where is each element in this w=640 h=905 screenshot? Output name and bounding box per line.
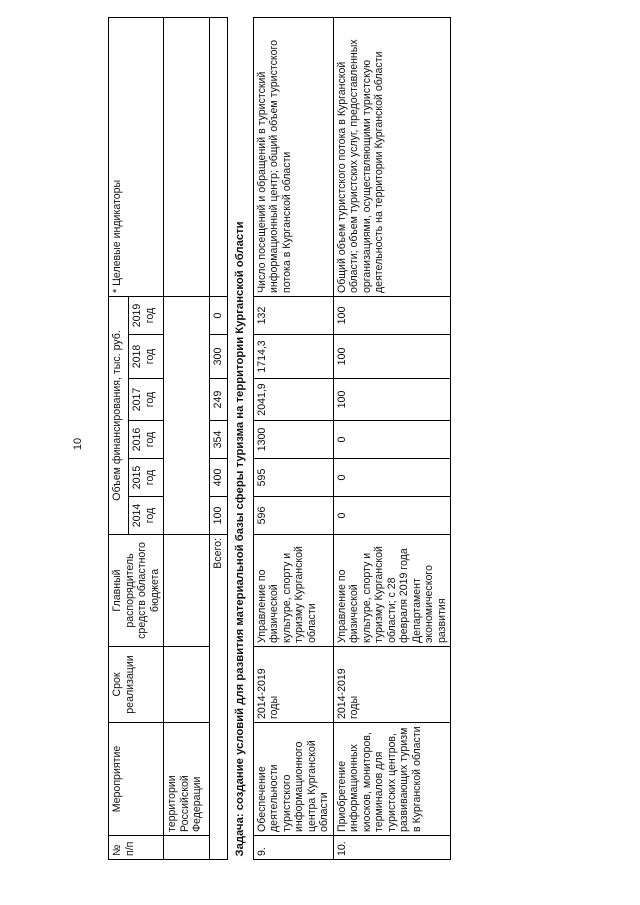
task-heading: Задача: создание условий для развития материальной базы сферы туризма на территории Курганской области — [227, 18, 253, 860]
prev-event: территории Российской Федерации — [164, 723, 210, 836]
row-manager: Управление по физической культуре, спорту и туризму Курганской области — [253, 535, 333, 647]
page-number: 10 — [72, 437, 84, 451]
table-row — [333, 18, 451, 860]
row-term: 2014-2019 годы — [333, 647, 451, 723]
row-value-2014: 596 — [253, 497, 333, 535]
row-value-2016: 1300 — [253, 421, 333, 459]
row-term: 2014-2019 годы — [253, 647, 333, 723]
prev-num — [164, 836, 210, 860]
row-value-2014: 0 — [333, 497, 451, 535]
row-value-2016: 0 — [333, 421, 451, 459]
row-value-2015: 595 — [253, 459, 333, 497]
year-2015: 2015 год — [129, 459, 164, 497]
indicators-header: * Целевые индикаторы — [109, 18, 164, 297]
table-row — [253, 18, 333, 860]
row-indicators: Общий объем туристского потока в Курганской области; объем туристских услуг, предоставленных организациями, осуществляющими туристскую деятельность на территории Курганской области — [333, 18, 451, 297]
row-value-2019: 132 — [253, 297, 333, 335]
num-header: № п/п — [109, 836, 164, 860]
row-value-2017: 2041,9 — [253, 379, 333, 421]
year-2016: 2016 год — [129, 421, 164, 459]
total-2014: 100 — [210, 497, 228, 535]
event-header: Мероприятие — [109, 723, 164, 836]
total-2019: 0 — [210, 297, 228, 335]
term-header: Срок реализации — [109, 647, 164, 723]
row-num: 10. — [333, 836, 451, 860]
task-row — [227, 18, 253, 860]
total-2016: 354 — [210, 421, 228, 459]
row-value-2017: 100 — [333, 379, 451, 421]
row-manager: Управление по физической культуре, спорту и туризму Курганской области; с 28 февраля 2019 года Департамент экономического развития — [333, 535, 451, 647]
year-2014: 2014 год — [129, 497, 164, 535]
header-row — [109, 18, 129, 860]
prev-row — [164, 18, 210, 860]
total-2017: 249 — [210, 379, 228, 421]
total-row — [210, 18, 228, 860]
total-label: Всего: — [210, 535, 228, 860]
year-2019: 2019 год — [129, 297, 164, 335]
row-value-2019: 100 — [333, 297, 451, 335]
rotated-page — [108, 10, 628, 860]
row-value-2015: 0 — [333, 459, 451, 497]
manager-header: Главный распорядитель средств областного бюджета — [109, 535, 164, 647]
row-value-2018: 100 — [333, 335, 451, 379]
row-value-2018: 1714,3 — [253, 335, 333, 379]
row-num: 9. — [253, 836, 333, 860]
total-2018: 300 — [210, 335, 228, 379]
year-2018: 2018 год — [129, 335, 164, 379]
total-2015: 400 — [210, 459, 228, 497]
row-event: Приобретение информационных киосков, мониторов, терминалов для туристских центров, развивающих туризм в Курганской области — [333, 723, 451, 836]
row-indicators: Число посещений и обращений в туристский информационный центр; общий объем туристского потока в Курганской области — [253, 18, 333, 297]
funding-header: Объем финансирования, тыс. руб. — [109, 297, 129, 535]
row-event: Обеспечение деятельности туристского информационного центра Курганской области — [253, 723, 333, 836]
year-2017: 2017 год — [129, 379, 164, 421]
program-table — [108, 17, 451, 860]
